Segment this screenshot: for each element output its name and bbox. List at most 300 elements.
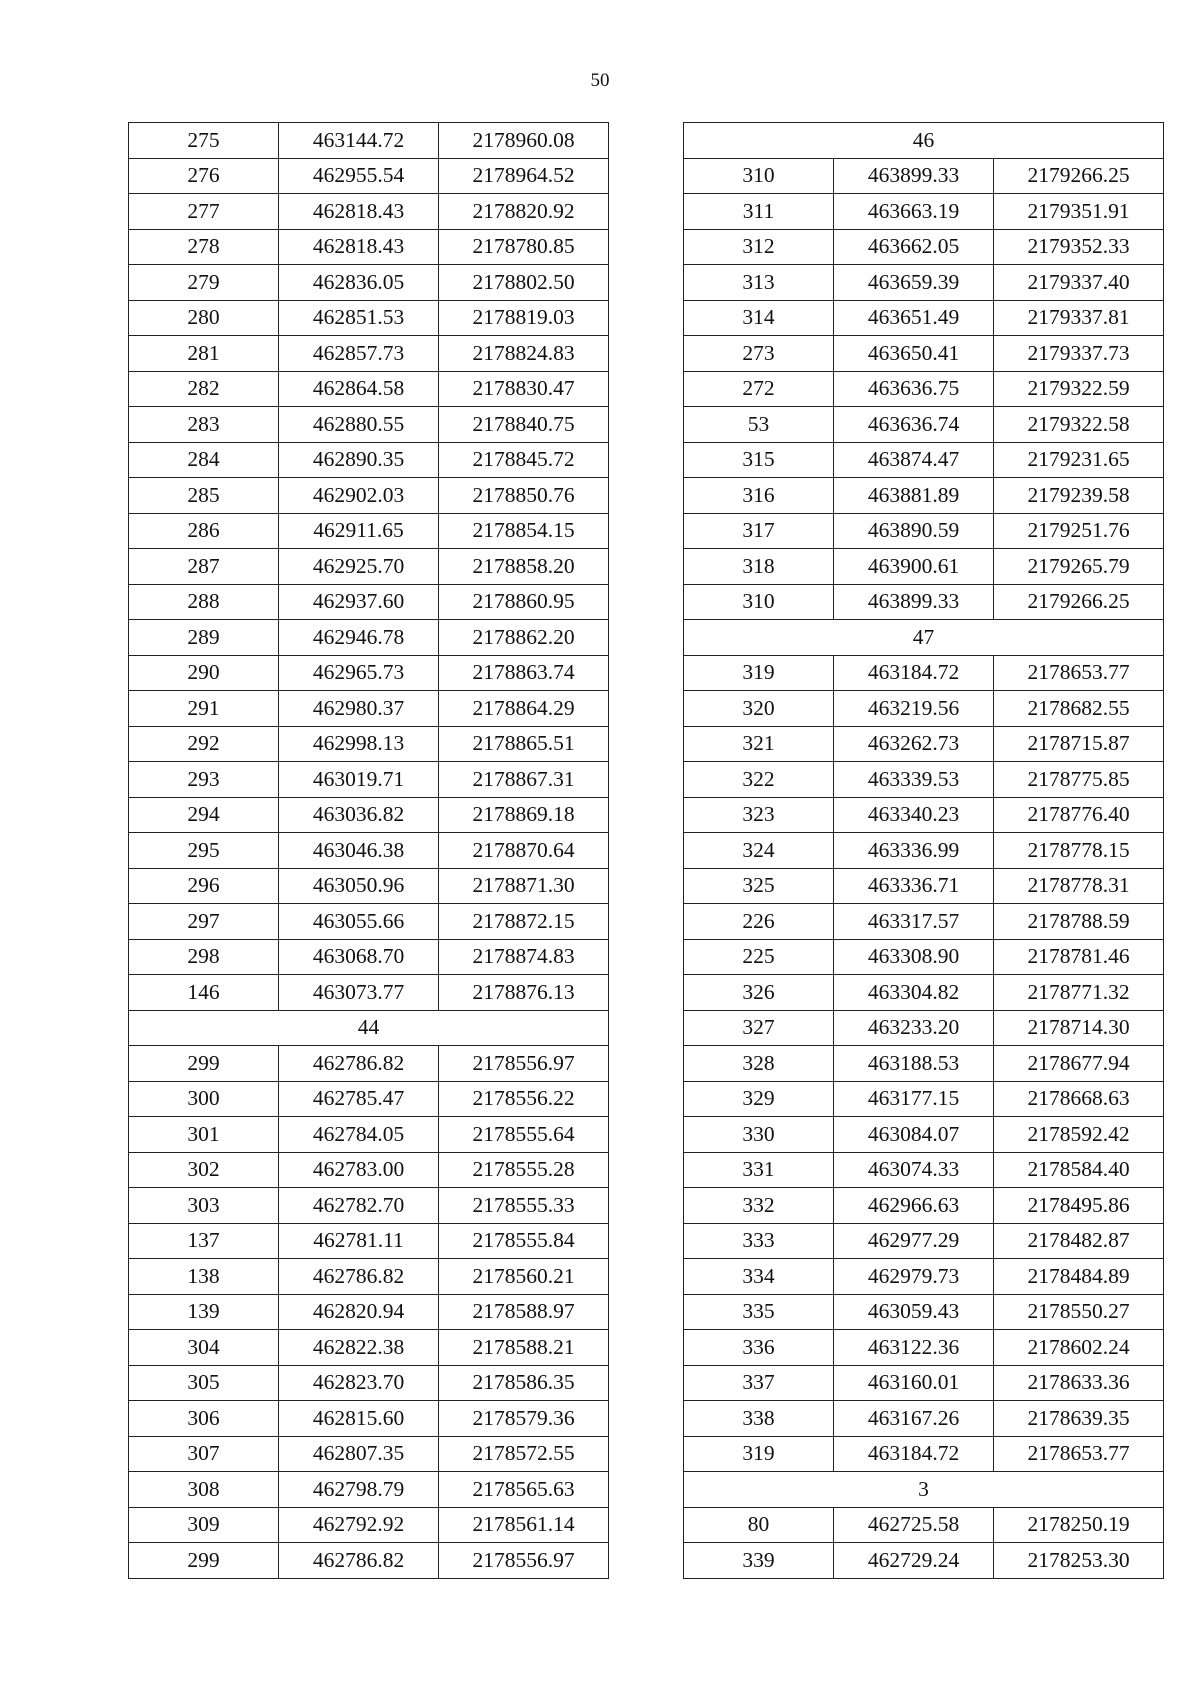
table-row <box>684 1081 1164 1117</box>
table-row <box>129 549 609 585</box>
x-coordinate-cell: 463084.07 <box>834 1117 994 1153</box>
table-row <box>129 1365 609 1401</box>
x-coordinate-cell: 462792.92 <box>279 1507 439 1543</box>
x-coordinate-cell: 463184.72 <box>834 655 994 691</box>
y-coordinate-cell: 2179322.59 <box>994 371 1164 407</box>
group-label: 3 <box>684 1472 1164 1508</box>
point-number-cell: 310 <box>684 584 834 620</box>
table-row <box>129 655 609 691</box>
table-row <box>129 336 609 372</box>
table-row <box>684 691 1164 727</box>
table-row <box>129 939 609 975</box>
x-coordinate-cell: 462890.35 <box>279 442 439 478</box>
y-coordinate-cell: 2178555.33 <box>439 1188 609 1224</box>
point-number-cell: 317 <box>684 513 834 549</box>
table-row <box>684 833 1164 869</box>
point-number-cell: 289 <box>129 620 279 656</box>
y-coordinate-cell: 2178845.72 <box>439 442 609 478</box>
x-coordinate-cell: 463650.41 <box>834 336 994 372</box>
table-row <box>684 1117 1164 1153</box>
x-coordinate-cell: 463233.20 <box>834 1010 994 1046</box>
point-number-cell: 283 <box>129 407 279 443</box>
y-coordinate-cell: 2179352.33 <box>994 229 1164 265</box>
table-row <box>684 442 1164 478</box>
table-row <box>129 1188 609 1224</box>
point-number-cell: 314 <box>684 300 834 336</box>
y-coordinate-cell: 2178677.94 <box>994 1046 1164 1082</box>
point-number-cell: 304 <box>129 1330 279 1366</box>
x-coordinate-cell: 462784.05 <box>279 1117 439 1153</box>
table-row <box>129 797 609 833</box>
y-coordinate-cell: 2178864.29 <box>439 691 609 727</box>
x-coordinate-cell: 463636.74 <box>834 407 994 443</box>
x-coordinate-cell: 463659.39 <box>834 265 994 301</box>
point-number-cell: 278 <box>129 229 279 265</box>
coordinate-table-right <box>683 122 1164 1579</box>
table-row <box>684 655 1164 691</box>
table-row <box>129 620 609 656</box>
table-row <box>684 194 1164 230</box>
table-row <box>684 1401 1164 1437</box>
y-coordinate-cell: 2178870.64 <box>439 833 609 869</box>
point-number-cell: 290 <box>129 655 279 691</box>
table-row <box>129 868 609 904</box>
table-row <box>129 407 609 443</box>
table-row <box>129 442 609 478</box>
y-coordinate-cell: 2179231.65 <box>994 442 1164 478</box>
point-number-cell: 310 <box>684 158 834 194</box>
point-number-cell: 319 <box>684 655 834 691</box>
x-coordinate-cell: 463068.70 <box>279 939 439 975</box>
point-number-cell: 280 <box>129 300 279 336</box>
y-coordinate-cell: 2178780.85 <box>439 229 609 265</box>
y-coordinate-cell: 2179266.25 <box>994 158 1164 194</box>
y-coordinate-cell: 2178775.85 <box>994 762 1164 798</box>
x-coordinate-cell: 462979.73 <box>834 1259 994 1295</box>
x-coordinate-cell: 463340.23 <box>834 797 994 833</box>
y-coordinate-cell: 2178682.55 <box>994 691 1164 727</box>
x-coordinate-cell: 463019.71 <box>279 762 439 798</box>
table-row <box>684 726 1164 762</box>
y-coordinate-cell: 2178771.32 <box>994 975 1164 1011</box>
x-coordinate-cell: 463219.56 <box>834 691 994 727</box>
table-row <box>684 868 1164 904</box>
point-number-cell: 332 <box>684 1188 834 1224</box>
point-number-cell: 137 <box>129 1223 279 1259</box>
y-coordinate-cell: 2178824.83 <box>439 336 609 372</box>
y-coordinate-cell: 2178653.77 <box>994 655 1164 691</box>
point-number-cell: 319 <box>684 1436 834 1472</box>
y-coordinate-cell: 2178876.13 <box>439 975 609 1011</box>
table-row <box>129 1543 609 1579</box>
table-row <box>129 1081 609 1117</box>
table-row <box>684 1507 1164 1543</box>
y-coordinate-cell: 2178830.47 <box>439 371 609 407</box>
x-coordinate-cell: 463046.38 <box>279 833 439 869</box>
table-row <box>684 797 1164 833</box>
y-coordinate-cell: 2179239.58 <box>994 478 1164 514</box>
table-row <box>684 371 1164 407</box>
table-row <box>129 975 609 1011</box>
point-number-cell: 301 <box>129 1117 279 1153</box>
y-coordinate-cell: 2178854.15 <box>439 513 609 549</box>
y-coordinate-cell: 2178865.51 <box>439 726 609 762</box>
point-number-cell: 300 <box>129 1081 279 1117</box>
x-coordinate-cell: 463184.72 <box>834 1436 994 1472</box>
y-coordinate-cell: 2178715.87 <box>994 726 1164 762</box>
y-coordinate-cell: 2178588.21 <box>439 1330 609 1366</box>
x-coordinate-cell: 462818.43 <box>279 229 439 265</box>
x-coordinate-cell: 463636.75 <box>834 371 994 407</box>
table-row <box>129 371 609 407</box>
x-coordinate-cell: 463339.53 <box>834 762 994 798</box>
y-coordinate-cell: 2179337.40 <box>994 265 1164 301</box>
table-row <box>684 1436 1164 1472</box>
point-number-cell: 325 <box>684 868 834 904</box>
table-row <box>129 726 609 762</box>
point-number-cell: 305 <box>129 1365 279 1401</box>
table-row <box>684 1365 1164 1401</box>
group-header-row <box>684 123 1164 159</box>
y-coordinate-cell: 2178860.95 <box>439 584 609 620</box>
x-coordinate-cell: 462785.47 <box>279 1081 439 1117</box>
x-coordinate-cell: 463188.53 <box>834 1046 994 1082</box>
x-coordinate-cell: 463651.49 <box>834 300 994 336</box>
table-row <box>684 158 1164 194</box>
x-coordinate-cell: 462925.70 <box>279 549 439 585</box>
x-coordinate-cell: 463059.43 <box>834 1294 994 1330</box>
x-coordinate-cell: 462820.94 <box>279 1294 439 1330</box>
table-row <box>129 904 609 940</box>
x-coordinate-cell: 463308.90 <box>834 939 994 975</box>
x-coordinate-cell: 463073.77 <box>279 975 439 1011</box>
x-coordinate-cell: 463144.72 <box>279 123 439 159</box>
point-number-cell: 311 <box>684 194 834 230</box>
table-row <box>129 1223 609 1259</box>
point-number-cell: 297 <box>129 904 279 940</box>
table-row <box>129 478 609 514</box>
page-number: 50 <box>590 70 610 91</box>
y-coordinate-cell: 2178572.55 <box>439 1436 609 1472</box>
x-coordinate-cell: 462977.29 <box>834 1223 994 1259</box>
y-coordinate-cell: 2178555.28 <box>439 1152 609 1188</box>
y-coordinate-cell: 2179337.81 <box>994 300 1164 336</box>
point-number-cell: 276 <box>129 158 279 194</box>
y-coordinate-cell: 2178586.35 <box>439 1365 609 1401</box>
y-coordinate-cell: 2178556.97 <box>439 1046 609 1082</box>
table-row <box>684 1152 1164 1188</box>
point-number-cell: 336 <box>684 1330 834 1366</box>
table-row <box>129 300 609 336</box>
y-coordinate-cell: 2178820.92 <box>439 194 609 230</box>
point-number-cell: 329 <box>684 1081 834 1117</box>
x-coordinate-cell: 462781.11 <box>279 1223 439 1259</box>
x-coordinate-cell: 463662.05 <box>834 229 994 265</box>
table-row <box>684 1330 1164 1366</box>
table-row <box>129 762 609 798</box>
x-coordinate-cell: 463881.89 <box>834 478 994 514</box>
point-number-cell: 302 <box>129 1152 279 1188</box>
y-coordinate-cell: 2178565.63 <box>439 1472 609 1508</box>
point-number-cell: 308 <box>129 1472 279 1508</box>
point-number-cell: 328 <box>684 1046 834 1082</box>
table-row <box>684 336 1164 372</box>
x-coordinate-cell: 462822.38 <box>279 1330 439 1366</box>
y-coordinate-cell: 2178588.97 <box>439 1294 609 1330</box>
x-coordinate-cell: 463167.26 <box>834 1401 994 1437</box>
x-coordinate-cell: 462798.79 <box>279 1472 439 1508</box>
table-row <box>684 1188 1164 1224</box>
y-coordinate-cell: 2178560.21 <box>439 1259 609 1295</box>
y-coordinate-cell: 2178561.14 <box>439 1507 609 1543</box>
point-number-cell: 296 <box>129 868 279 904</box>
x-coordinate-cell: 462725.58 <box>834 1507 994 1543</box>
x-coordinate-cell: 463262.73 <box>834 726 994 762</box>
y-coordinate-cell: 2178874.83 <box>439 939 609 975</box>
point-number-cell: 284 <box>129 442 279 478</box>
table-row <box>129 691 609 727</box>
y-coordinate-cell: 2178964.52 <box>439 158 609 194</box>
x-coordinate-cell: 462946.78 <box>279 620 439 656</box>
y-coordinate-cell: 2179251.76 <box>994 513 1164 549</box>
x-coordinate-cell: 463336.99 <box>834 833 994 869</box>
x-coordinate-cell: 462836.05 <box>279 265 439 301</box>
point-number-cell: 275 <box>129 123 279 159</box>
y-coordinate-cell: 2178840.75 <box>439 407 609 443</box>
y-coordinate-cell: 2178482.87 <box>994 1223 1164 1259</box>
table-row <box>684 1543 1164 1579</box>
y-coordinate-cell: 2178776.40 <box>994 797 1164 833</box>
point-number-cell: 272 <box>684 371 834 407</box>
point-number-cell: 293 <box>129 762 279 798</box>
point-number-cell: 277 <box>129 194 279 230</box>
y-coordinate-cell: 2178555.64 <box>439 1117 609 1153</box>
y-coordinate-cell: 2178802.50 <box>439 265 609 301</box>
x-coordinate-cell: 463036.82 <box>279 797 439 833</box>
group-label: 46 <box>684 123 1164 159</box>
point-number-cell: 53 <box>684 407 834 443</box>
table-row <box>129 833 609 869</box>
table-row <box>129 1259 609 1295</box>
y-coordinate-cell: 2178602.24 <box>994 1330 1164 1366</box>
point-number-cell: 309 <box>129 1507 279 1543</box>
point-number-cell: 279 <box>129 265 279 301</box>
table-row <box>129 1507 609 1543</box>
table-row <box>129 194 609 230</box>
x-coordinate-cell: 463177.15 <box>834 1081 994 1117</box>
x-coordinate-cell: 462786.82 <box>279 1543 439 1579</box>
y-coordinate-cell: 2179337.73 <box>994 336 1164 372</box>
table-row <box>684 1046 1164 1082</box>
y-coordinate-cell: 2178714.30 <box>994 1010 1164 1046</box>
y-coordinate-cell: 2178872.15 <box>439 904 609 940</box>
table-row <box>684 265 1164 301</box>
table-row <box>129 158 609 194</box>
x-coordinate-cell: 462911.65 <box>279 513 439 549</box>
point-number-cell: 295 <box>129 833 279 869</box>
group-header-row <box>129 1010 609 1046</box>
x-coordinate-cell: 462786.82 <box>279 1259 439 1295</box>
x-coordinate-cell: 462980.37 <box>279 691 439 727</box>
y-coordinate-cell: 2178778.15 <box>994 833 1164 869</box>
x-coordinate-cell: 462818.43 <box>279 194 439 230</box>
x-coordinate-cell: 463304.82 <box>834 975 994 1011</box>
x-coordinate-cell: 462815.60 <box>279 1401 439 1437</box>
y-coordinate-cell: 2178495.86 <box>994 1188 1164 1224</box>
y-coordinate-cell: 2178863.74 <box>439 655 609 691</box>
point-number-cell: 330 <box>684 1117 834 1153</box>
y-coordinate-cell: 2178550.27 <box>994 1294 1164 1330</box>
x-coordinate-cell: 462783.00 <box>279 1152 439 1188</box>
point-number-cell: 138 <box>129 1259 279 1295</box>
y-coordinate-cell: 2178788.59 <box>994 904 1164 940</box>
table-row <box>129 584 609 620</box>
y-coordinate-cell: 2178250.19 <box>994 1507 1164 1543</box>
x-coordinate-cell: 462823.70 <box>279 1365 439 1401</box>
x-coordinate-cell: 462955.54 <box>279 158 439 194</box>
x-coordinate-cell: 463663.19 <box>834 194 994 230</box>
table-body <box>129 123 609 1579</box>
x-coordinate-cell: 463899.33 <box>834 584 994 620</box>
y-coordinate-cell: 2179322.58 <box>994 407 1164 443</box>
x-coordinate-cell: 462782.70 <box>279 1188 439 1224</box>
point-number-cell: 312 <box>684 229 834 265</box>
point-number-cell: 339 <box>684 1543 834 1579</box>
table-row <box>684 407 1164 443</box>
point-number-cell: 287 <box>129 549 279 585</box>
point-number-cell: 299 <box>129 1046 279 1082</box>
x-coordinate-cell: 462880.55 <box>279 407 439 443</box>
point-number-cell: 226 <box>684 904 834 940</box>
point-number-cell: 139 <box>129 1294 279 1330</box>
point-number-cell: 321 <box>684 726 834 762</box>
y-coordinate-cell: 2178668.63 <box>994 1081 1164 1117</box>
table-row <box>129 229 609 265</box>
table-row <box>684 478 1164 514</box>
point-number-cell: 285 <box>129 478 279 514</box>
point-number-cell: 225 <box>684 939 834 975</box>
point-number-cell: 281 <box>129 336 279 372</box>
table-row <box>129 1330 609 1366</box>
point-number-cell: 322 <box>684 762 834 798</box>
x-coordinate-cell: 462807.35 <box>279 1436 439 1472</box>
point-number-cell: 294 <box>129 797 279 833</box>
point-number-cell: 338 <box>684 1401 834 1437</box>
group-header-row <box>684 620 1164 656</box>
point-number-cell: 327 <box>684 1010 834 1046</box>
table-row <box>129 1152 609 1188</box>
table-row <box>684 513 1164 549</box>
y-coordinate-cell: 2178556.22 <box>439 1081 609 1117</box>
point-number-cell: 318 <box>684 549 834 585</box>
point-number-cell: 291 <box>129 691 279 727</box>
table-row <box>129 1436 609 1472</box>
x-coordinate-cell: 463055.66 <box>279 904 439 940</box>
y-coordinate-cell: 2178819.03 <box>439 300 609 336</box>
point-number-cell: 335 <box>684 1294 834 1330</box>
point-number-cell: 331 <box>684 1152 834 1188</box>
table-row <box>129 1401 609 1437</box>
group-label: 47 <box>684 620 1164 656</box>
table-row <box>684 975 1164 1011</box>
table-row <box>129 1294 609 1330</box>
x-coordinate-cell: 462729.24 <box>834 1543 994 1579</box>
table-row <box>684 762 1164 798</box>
x-coordinate-cell: 463122.36 <box>834 1330 994 1366</box>
point-number-cell: 298 <box>129 939 279 975</box>
point-number-cell: 299 <box>129 1543 279 1579</box>
coordinate-table-left <box>128 122 609 1579</box>
point-number-cell: 273 <box>684 336 834 372</box>
y-coordinate-cell: 2178871.30 <box>439 868 609 904</box>
table-row <box>684 584 1164 620</box>
table-row <box>684 229 1164 265</box>
y-coordinate-cell: 2179351.91 <box>994 194 1164 230</box>
table-row <box>129 265 609 301</box>
y-coordinate-cell: 2178639.35 <box>994 1401 1164 1437</box>
point-number-cell: 324 <box>684 833 834 869</box>
y-coordinate-cell: 2178850.76 <box>439 478 609 514</box>
x-coordinate-cell: 463899.33 <box>834 158 994 194</box>
point-number-cell: 306 <box>129 1401 279 1437</box>
y-coordinate-cell: 2178960.08 <box>439 123 609 159</box>
point-number-cell: 282 <box>129 371 279 407</box>
table-row <box>129 1472 609 1508</box>
point-number-cell: 303 <box>129 1188 279 1224</box>
y-coordinate-cell: 2178862.20 <box>439 620 609 656</box>
point-number-cell: 326 <box>684 975 834 1011</box>
point-number-cell: 320 <box>684 691 834 727</box>
point-number-cell: 286 <box>129 513 279 549</box>
y-coordinate-cell: 2178556.97 <box>439 1543 609 1579</box>
point-number-cell: 146 <box>129 975 279 1011</box>
group-header-row <box>684 1472 1164 1508</box>
table-row <box>684 1223 1164 1259</box>
x-coordinate-cell: 462965.73 <box>279 655 439 691</box>
table-row <box>129 513 609 549</box>
table-row <box>129 1046 609 1082</box>
x-coordinate-cell: 462966.63 <box>834 1188 994 1224</box>
point-number-cell: 315 <box>684 442 834 478</box>
table-row <box>684 300 1164 336</box>
point-number-cell: 316 <box>684 478 834 514</box>
table-row <box>684 939 1164 975</box>
x-coordinate-cell: 462864.58 <box>279 371 439 407</box>
table-row <box>684 904 1164 940</box>
y-coordinate-cell: 2178484.89 <box>994 1259 1164 1295</box>
y-coordinate-cell: 2178653.77 <box>994 1436 1164 1472</box>
point-number-cell: 288 <box>129 584 279 620</box>
point-number-cell: 334 <box>684 1259 834 1295</box>
table-body <box>684 123 1164 1579</box>
x-coordinate-cell: 462902.03 <box>279 478 439 514</box>
y-coordinate-cell: 2179266.25 <box>994 584 1164 620</box>
x-coordinate-cell: 463074.33 <box>834 1152 994 1188</box>
table-row <box>684 1294 1164 1330</box>
x-coordinate-cell: 462857.73 <box>279 336 439 372</box>
point-number-cell: 292 <box>129 726 279 762</box>
x-coordinate-cell: 462937.60 <box>279 584 439 620</box>
x-coordinate-cell: 462786.82 <box>279 1046 439 1082</box>
y-coordinate-cell: 2178781.46 <box>994 939 1164 975</box>
point-number-cell: 333 <box>684 1223 834 1259</box>
y-coordinate-cell: 2178778.31 <box>994 868 1164 904</box>
y-coordinate-cell: 2178858.20 <box>439 549 609 585</box>
x-coordinate-cell: 463890.59 <box>834 513 994 549</box>
y-coordinate-cell: 2178253.30 <box>994 1543 1164 1579</box>
y-coordinate-cell: 2178555.84 <box>439 1223 609 1259</box>
x-coordinate-cell: 463317.57 <box>834 904 994 940</box>
